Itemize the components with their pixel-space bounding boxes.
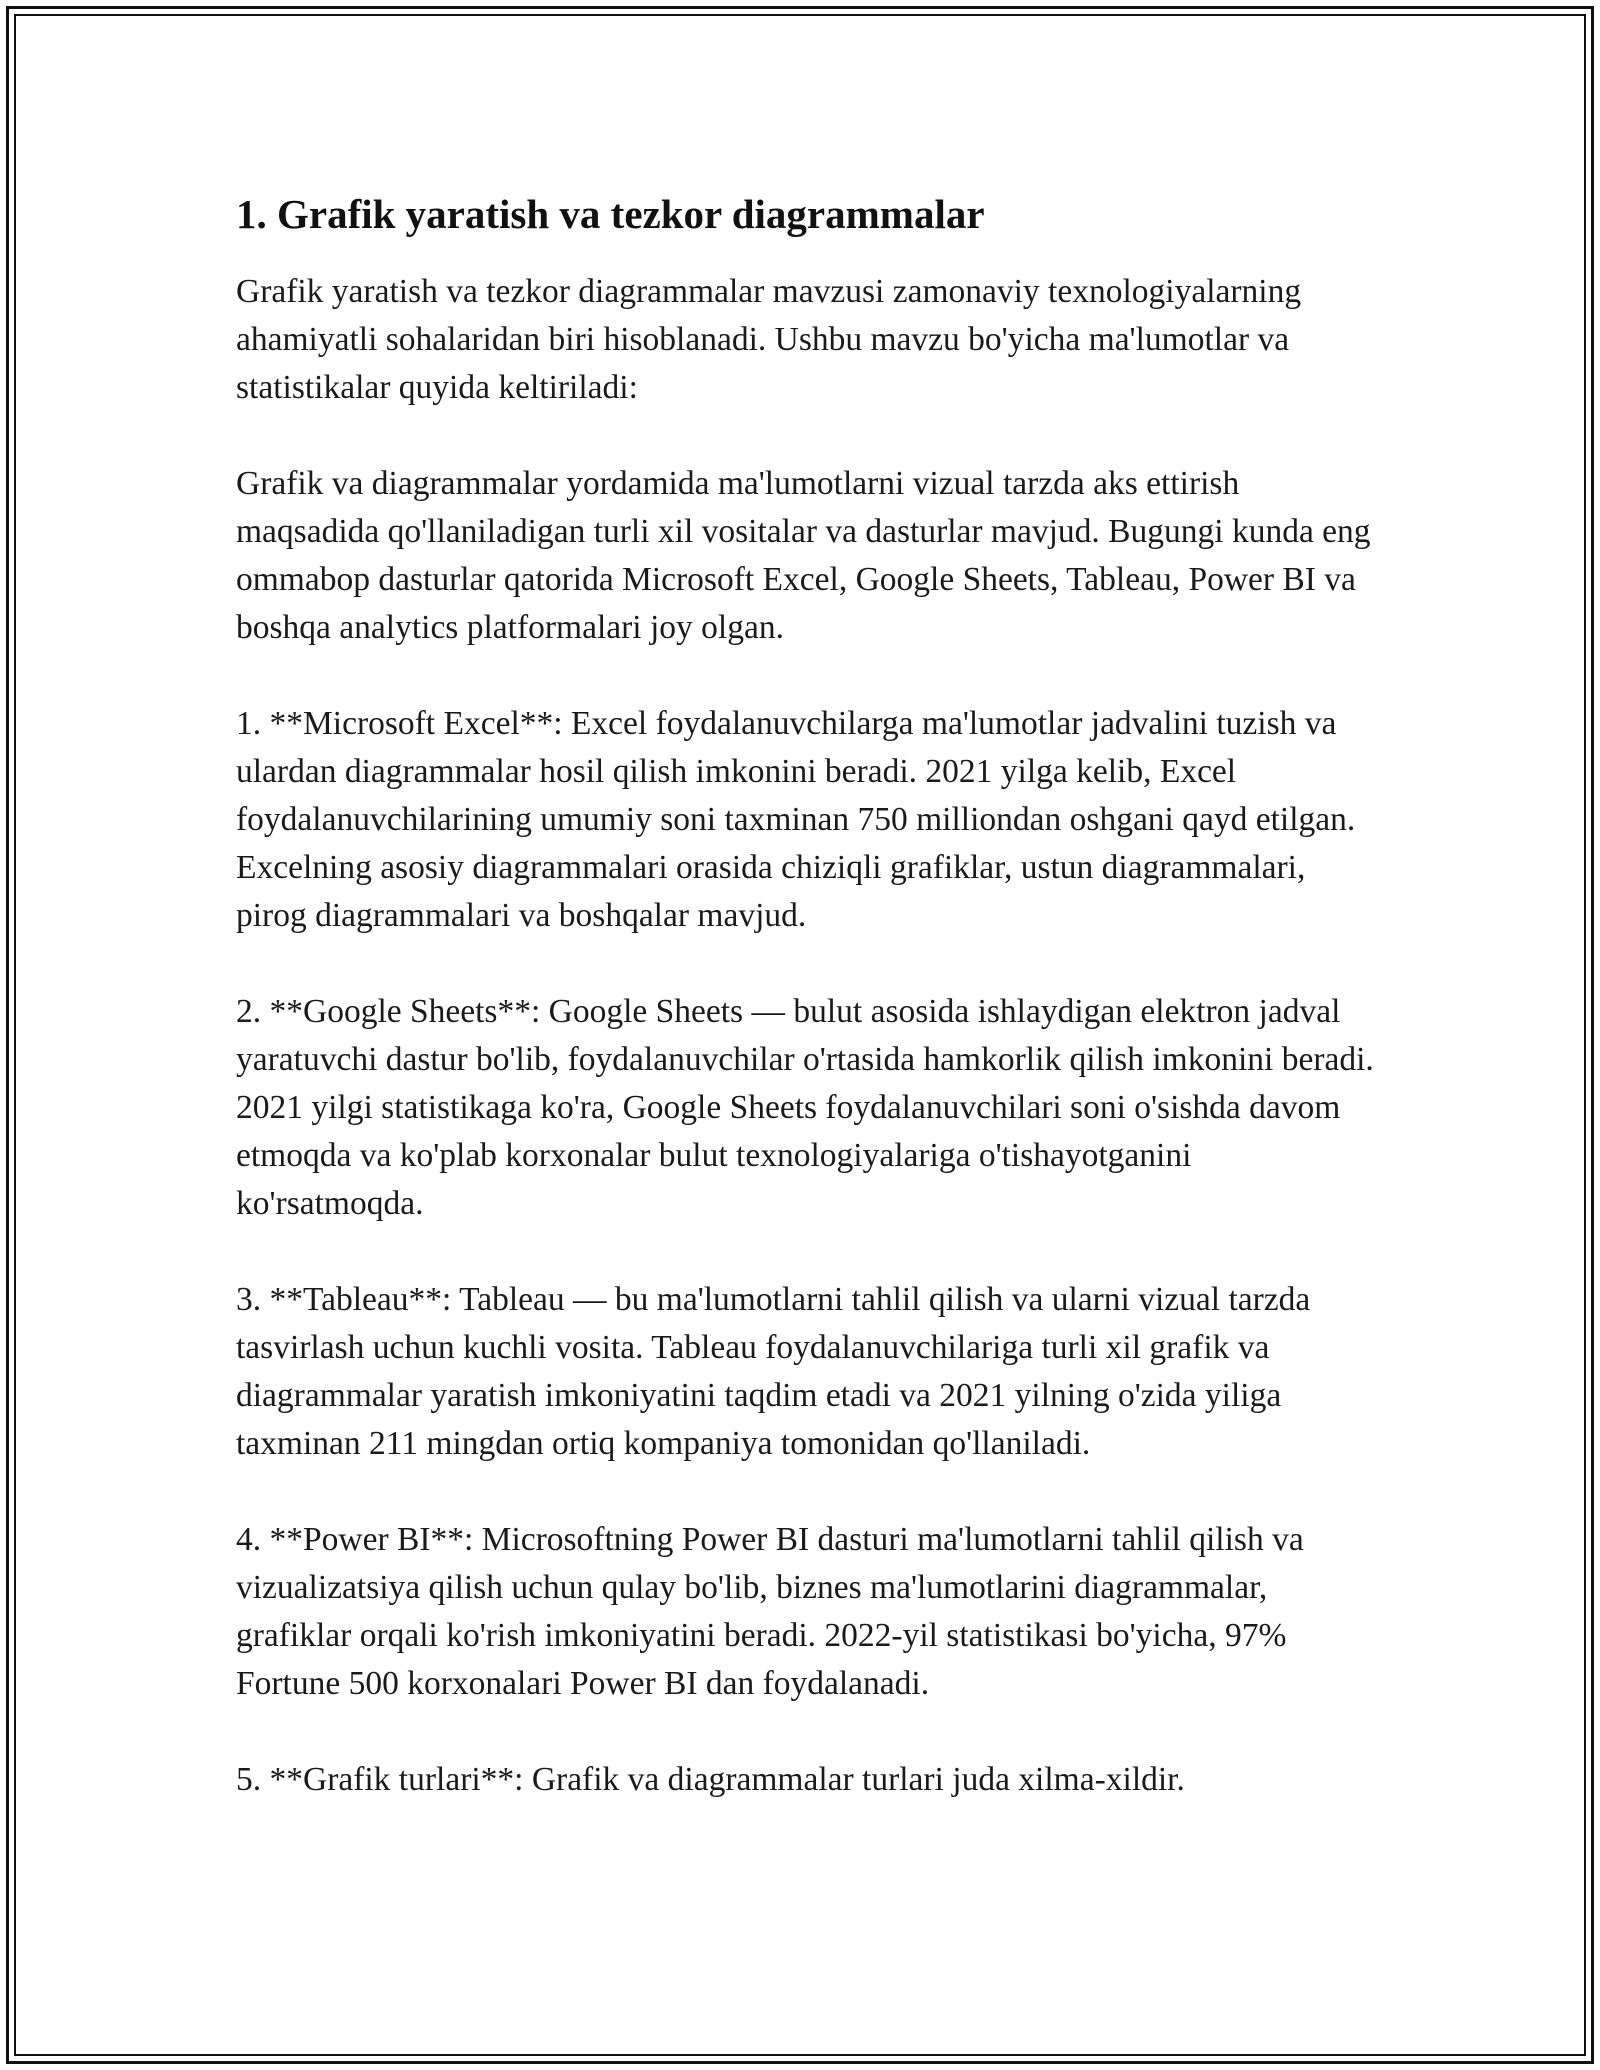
paragraph-tools-overview: Grafik va diagrammalar yordamida ma'lumotlarni vizual tarzda aks ettirish maqsadida qo'llaniladigan turli xil vositalar va dasturlar mavjud. Bugungi kunda eng ommabop dasturlar qatorida Microsoft Excel, Google Sheets, Tableau, Power BI va boshqa analytics platformalari joy olgan. <box>236 465 1371 646</box>
document-title: 1. Grafik yaratish va tezkor diagrammalar <box>236 191 985 237</box>
document-body <box>236 190 1376 1852</box>
paragraph-chart-types: 5. **Grafik turlari**: Grafik va diagrammalar turlari juda xilma-xildir. <box>236 1761 1185 1798</box>
paragraph-google-sheets: 2. **Google Sheets**: Google Sheets — bulut asosida ishlaydigan elektron jadval yaratuvchi dastur bo'lib, foydalanuvchilar o'rtasida hamkorlik qilish imkonini beradi. 2021 yilgi statistikaga ko'ra, Google Sheets foydalanuvchilari soni o'sishda davom etmoqda va ko'plab korxonalar bulut texnologiyalariga o'tishayotganini ko'rsatmoqda. <box>236 993 1374 1222</box>
paragraph-intro: Grafik yaratish va tezkor diagrammalar mavzusi zamonaviy texnologiyalarning ahamiyatli sohalaridan biri hisoblanadi. Ushbu mavzu bo'yicha ma'lumotlar va statistikalar quyida keltiriladi: <box>236 273 1302 406</box>
paragraph-tableau: 3. **Tableau**: Tableau — bu ma'lumotlarni tahlil qilish va ularni vizual tarzda tasvirlash uchun kuchli vosita. Tableau foydalanuvchilariga turli xil grafik va diagrammalar yaratish imkoniyatini taqdim etadi va 2021 yilning o'zida yiliga taxminan 211 mingdan ortiq kompaniya tomonidan qo'llaniladi. <box>236 1281 1311 1462</box>
paragraph-excel: 1. **Microsoft Excel**: Excel foydalanuvchilarga ma'lumotlar jadvalini tuzish va ulardan diagrammalar hosil qilish imkonini beradi. 2021 yilga kelib, Excel foydalanuvchilarining umumiy soni taxminan 750 milliondan oshgani qayd etilgan. Excelning asosiy diagrammalari orasida chiziqli grafiklar, ustun diagrammalari, pirog diagrammalari va boshqalar mavjud. <box>236 705 1356 934</box>
paragraph-power-bi: 4. **Power BI**: Microsoftning Power BI dasturi ma'lumotlarni tahlil qilish va vizualizatsiya qilish uchun qulay bo'lib, biznes ma'lumotlarini diagrammalar, grafiklar orqali ko'rish imkoniyatini beradi. 2022-yil statistikasi bo'yicha, 97% Fortune 500 korxonalari Power BI dan foydalanadi. <box>236 1521 1304 1702</box>
